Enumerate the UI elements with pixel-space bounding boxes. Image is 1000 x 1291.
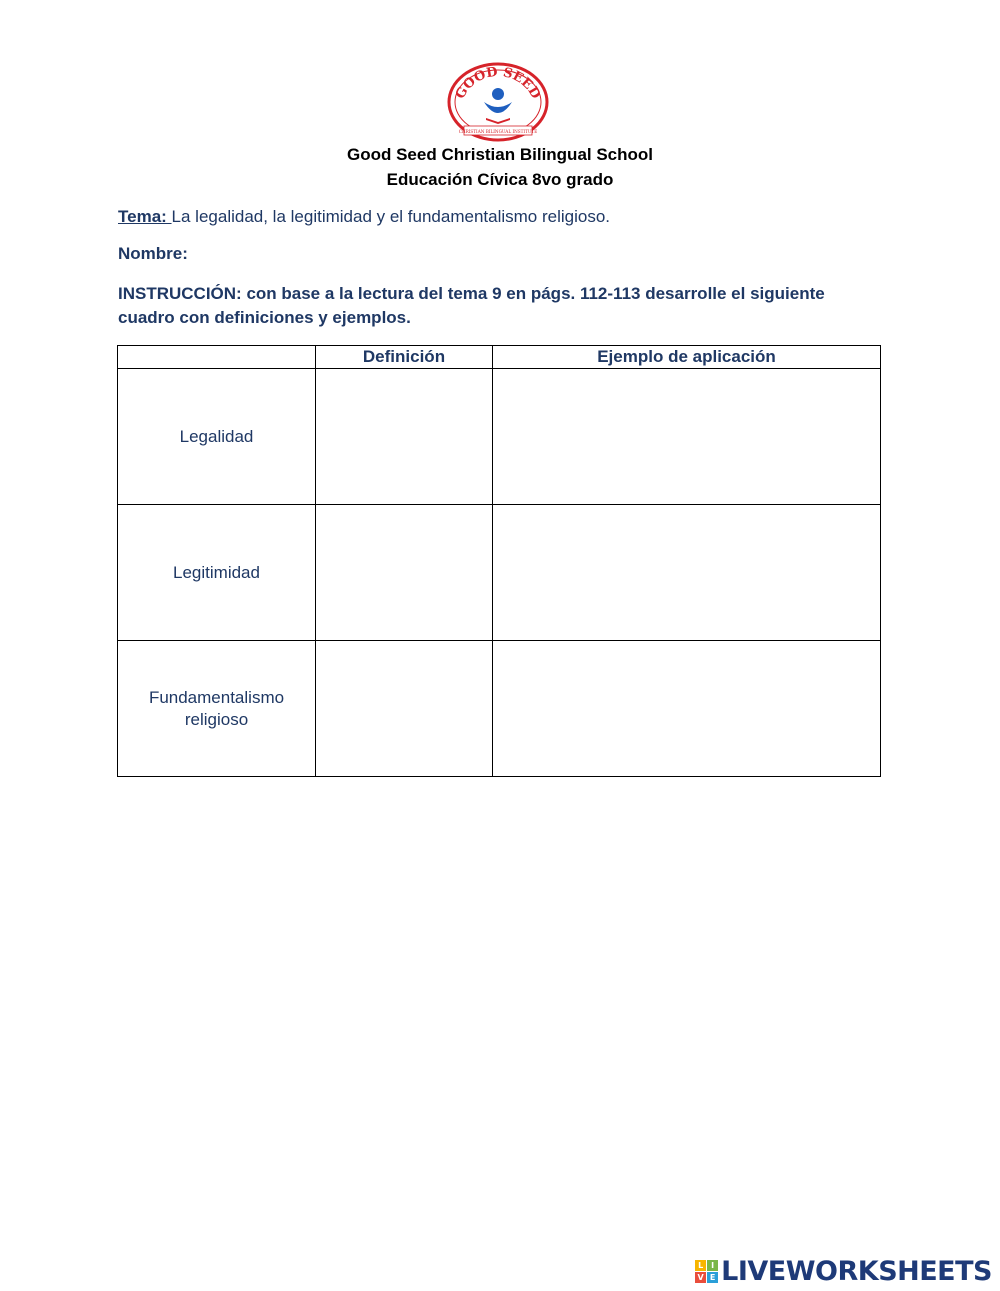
tema-label: Tema:	[118, 207, 172, 226]
header-cell-ejemplo: Ejemplo de aplicación	[493, 346, 881, 369]
tema-line	[118, 207, 610, 227]
worksheet-table	[117, 345, 881, 777]
table-row	[118, 641, 881, 777]
logo-text-bottom: CHRISTIAN BILINGUAL INSTITUTE	[458, 129, 538, 134]
example-answer-cell[interactable]	[493, 505, 881, 641]
school-logo	[446, 62, 550, 142]
header-cell-definicion: Definición	[316, 346, 493, 369]
brand-block-l: L	[695, 1260, 706, 1271]
example-answer-cell[interactable]	[493, 369, 881, 505]
brand-text: LIVEWORKSHEETS	[721, 1255, 992, 1287]
concept-cell-legalidad: Legalidad	[118, 369, 316, 505]
concept-cell-legitimidad: Legitimidad	[118, 505, 316, 641]
header-cell-empty	[118, 346, 316, 369]
definition-answer-cell[interactable]	[316, 505, 493, 641]
table-header-row	[118, 346, 881, 369]
brand-block-v: V	[695, 1272, 706, 1283]
school-name: Good Seed Christian Bilingual School	[346, 145, 654, 164]
brand-block-e: E	[707, 1272, 718, 1283]
definition-answer-cell[interactable]	[316, 369, 493, 505]
table-row	[118, 505, 881, 641]
subject-title: Educación Cívica 8vo grado	[386, 170, 614, 189]
liveworksheets-logo	[695, 1255, 992, 1287]
nombre-label: Nombre:	[118, 244, 188, 263]
definition-answer-cell[interactable]	[316, 641, 493, 777]
brand-block-i: I	[707, 1260, 718, 1271]
logo-seal-icon	[446, 62, 550, 142]
logo-text-top: GOOD SEED	[452, 64, 544, 102]
brand-blocks-icon	[695, 1260, 718, 1283]
tema-text: La legalidad, la legitimidad y el fundamentalismo religioso.	[171, 207, 611, 226]
instruction-text: INSTRUCCIÓN: con base a la lectura del tema 9 en págs. 112-113 desarrolle el siguiente cuadro con definiciones y ejemplos.	[118, 284, 825, 327]
example-answer-cell[interactable]	[493, 641, 881, 777]
concept-cell-fundamentalismo: Fundamentalismo religioso	[118, 641, 316, 777]
table-row	[118, 369, 881, 505]
